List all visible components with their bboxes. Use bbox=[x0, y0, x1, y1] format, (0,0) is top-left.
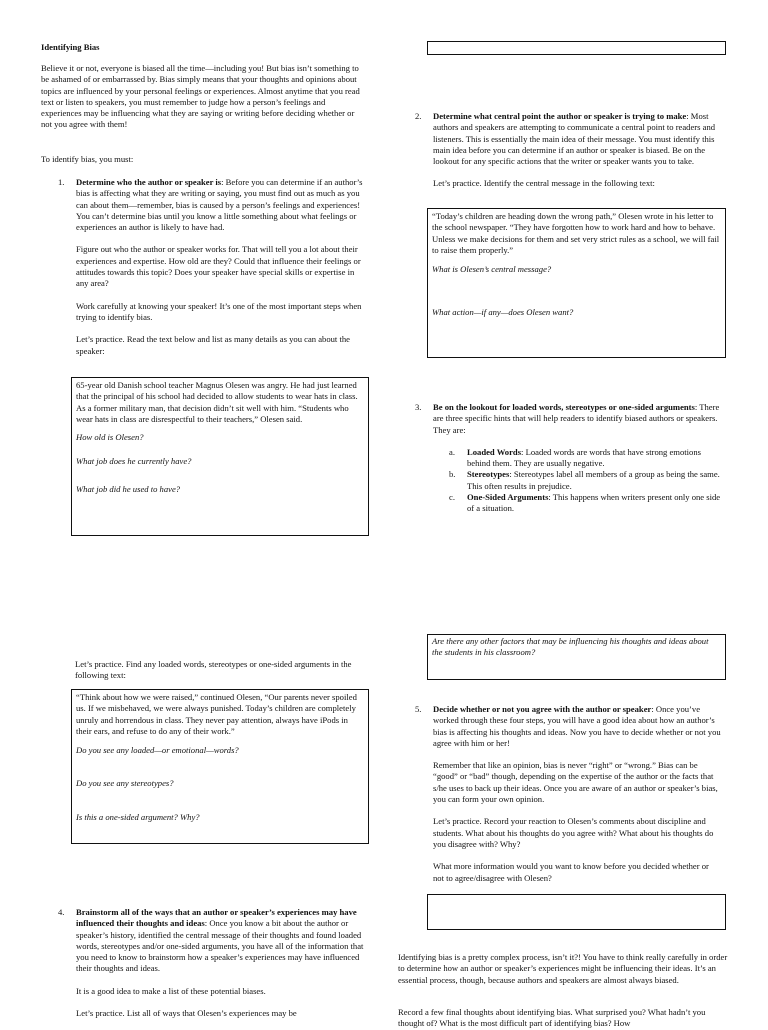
step-5-number: 5. bbox=[415, 704, 422, 714]
list-item: a. Loaded Words: Loaded words are words that have strong emotions behind them. They are usually negative. bbox=[449, 446, 701, 469]
intro-paragraph: Believe it or not, everyone is biased all the time—including you! But bias isn’t something to be ashamed of or embarrassed by. Bias simply means that your thoughts and opinions about topics are influenced by your personal feelings or experiences. Almost anytime that you read text or listen to speakers, you must remember to judge how a person’s feelings and experiences may be influencing what they are saying or writing before deciding whether or not you agree with them! bbox=[41, 63, 360, 130]
step-5 bbox=[415, 704, 721, 884]
practice-box-speaker-text: 65-year old Danish school teacher Magnus Olesen was angry. He had just learned that the principal of his school had decided to allow students to wear hats in class. As a former military man, that decision didn’t sit well with him. “Students who wear hats in class are disrespectful to their teachers,” Olesen said. bbox=[76, 380, 358, 424]
question-central-message: What is Olesen’s central message? bbox=[432, 264, 552, 275]
bias-hints-list bbox=[449, 447, 721, 515]
step-3-number: 3. bbox=[415, 402, 422, 412]
step-4-text: Brainstorm all of the ways that an author or speaker’s experiences may have influenced their thoughts and ideas: Once you know a bit about the author or speaker’s history, identified the central message of their thoughts and found loaded words, stereotypes and/or one-sided arguments, you have all of the information that you need to know to brainstorm how a speaker’s experiences may have influenced their thoughts and ideas. bbox=[76, 907, 364, 974]
step-2-heading: Determine what central point the author or speaker is trying to make bbox=[433, 111, 687, 121]
step-2 bbox=[415, 111, 721, 190]
step-2-number: 2. bbox=[415, 111, 422, 121]
practice-3-prompt: Let’s practice. Find any loaded words, stereotypes or one-sided arguments in the following text: bbox=[75, 659, 352, 681]
question-olesen-former-job: What job did he used to have? bbox=[76, 483, 181, 494]
question-loaded-words: Do you see any loaded—or emotional—words? bbox=[76, 745, 239, 756]
question-olesen-age: How old is Olesen? bbox=[76, 432, 144, 443]
step-4-para-2: It is a good idea to make a list of these potential biases. bbox=[76, 985, 266, 996]
step-3-text: Be on the lookout for loaded words, stereotypes or one-sided arguments: There are three specific hints that will help readers to identify biased authors or speakers. They are: bbox=[433, 402, 720, 435]
practice-box-central-message-text: “Today’s children are heading down the wrong path,” Olesen wrote in his letter to the school newspaper. “They have forgotten how to work hard and how to behave. Unless we make decisions for them and set very strict rules as a school, we will fail to raise them properly.” bbox=[432, 211, 720, 255]
step-5-para-4: What more information would you want to know before you decided whether or not to agree/disagree with Olesen? bbox=[433, 861, 709, 883]
question-stereotypes: Do you see any stereotypes? bbox=[76, 778, 174, 789]
practice-box-loaded-words bbox=[71, 689, 369, 844]
closing-paragraph-2: Record a few final thoughts about identifying bias. What surprised you? What hadn’t you thought of? What is the most difficult part of identifying bias? How bbox=[398, 1007, 706, 1029]
step-1-para-4: Let’s practice. Read the text below and list as many details as you can about the speaker: bbox=[76, 334, 350, 356]
practice-box-central-message bbox=[427, 208, 726, 358]
step-1 bbox=[58, 177, 364, 357]
step-5-text: Decide whether or not you agree with the author or speaker: Once you’ve worked through these four steps, you will have a good idea about how an author’s bias is affecting his thoughts and ideas. Now you have to decide whether or not you agree with him or her! bbox=[433, 704, 721, 748]
page-title: Identifying Bias bbox=[41, 42, 100, 52]
step-5-para-3: Let’s practice. Record your reaction to Olesen’s comments about discipline and students. What about his thoughts do you agree with? What about his thoughts do you disagree with? Why? bbox=[433, 816, 714, 849]
practice-box-speaker bbox=[71, 377, 369, 536]
answer-box-top[interactable] bbox=[427, 41, 726, 55]
to-identify-label: To identify bias, you must: bbox=[41, 154, 134, 164]
practice-box-loaded-words-text: “Think about how we were raised,” continued Olesen, “Our parents never spoiled us. If we misbehaved, we were always punished. Today’s children are completely unruly and horrendous in class. They never pay attention, always have iPods in their ears, and refuse to do any of their work.” bbox=[76, 692, 357, 736]
question-other-factors: Are there any other factors that may be influencing his thoughts and ideas about the students in his classroom? bbox=[432, 636, 709, 658]
step-1-text: Determine who the author or speaker is: Before you can determine if an author’s bias is affecting what they are writing or saying, you must find out as much as you can about them—remember, bias is caused by a person’s feelings and experiences! You can’t determine bias until you know a little something about what feelings or experiences an author is likely to have had. bbox=[76, 177, 363, 233]
step-2-text: Determine what central point the author or speaker is trying to make: Most authors and speakers are attempting to communicate a central point to readers and listeners. This is essentially the main idea of their message. You must identify this main idea before you can determine if an author or speaker is biased. Be on the lookout for any specific actions that the writer or speaker wants you to take. bbox=[433, 111, 716, 167]
step-4-number: 4. bbox=[58, 907, 65, 917]
question-one-sided: Is this a one-sided argument? Why? bbox=[76, 811, 200, 822]
step-1-para-3: Work carefully at knowing your speaker! It’s one of the most important steps when trying to identify bias. bbox=[76, 300, 362, 322]
step-4-heading: Brainstorm all of the ways that an author or speaker’s experiences may have influenced their thoughts and ideas bbox=[76, 907, 357, 929]
step-3 bbox=[415, 402, 721, 515]
question-olesen-current-job: What job does he currently have? bbox=[76, 456, 192, 467]
step-3-heading: Be on the lookout for loaded words, stereotypes or one-sided arguments bbox=[433, 402, 695, 412]
step-4-para-3: Let’s practice. List all of ways that Olesen’s experiences may be bbox=[76, 1008, 297, 1019]
list-item: b. Stereotypes: Stereotypes label all members of a group as being the same. This often results in prejudice. bbox=[449, 469, 720, 491]
step-5-para-2: Remember that like an opinion, bias is never “right” or “wrong.” Bias can be “good” or “bad” though, depending on the expertise of the author or the facts that s/he uses to back up their ideas. Once you are aware of an author or speaker’s bias, you can form your own opinion. bbox=[433, 760, 718, 805]
answer-box-reaction[interactable] bbox=[427, 894, 726, 930]
question-olesen-action: What action—if any—does Olesen want? bbox=[432, 307, 574, 318]
practice-box-other-factors bbox=[427, 634, 726, 680]
list-item: c. One-Sided Arguments: This happens when writers present only one side of a situation. bbox=[449, 492, 721, 514]
step-2-para-2: Let’s practice. Identify the central message in the following text: bbox=[433, 178, 655, 189]
closing-paragraph-1: Identifying bias is a pretty complex process, isn’t it?! You have to think really carefully in order to determine how an author or speaker’s experiences might be influencing their ideas. It’s an essential process, though, because authors and speakers are almost always biased. bbox=[398, 952, 728, 985]
step-1-heading: Determine who the author or speaker is bbox=[76, 177, 222, 187]
step-5-heading: Decide whether or not you agree with the author or speaker bbox=[433, 704, 652, 714]
step-4 bbox=[58, 907, 364, 1019]
step-1-number: 1. bbox=[58, 177, 65, 187]
step-1-para-2: Figure out who the author or speaker works for. That will tell you a lot about their experiences and expertise. How old are they? Could that influence their feelings or attitudes towards this topic? Does your speaker have special skills or expertise in any area? bbox=[76, 244, 361, 289]
